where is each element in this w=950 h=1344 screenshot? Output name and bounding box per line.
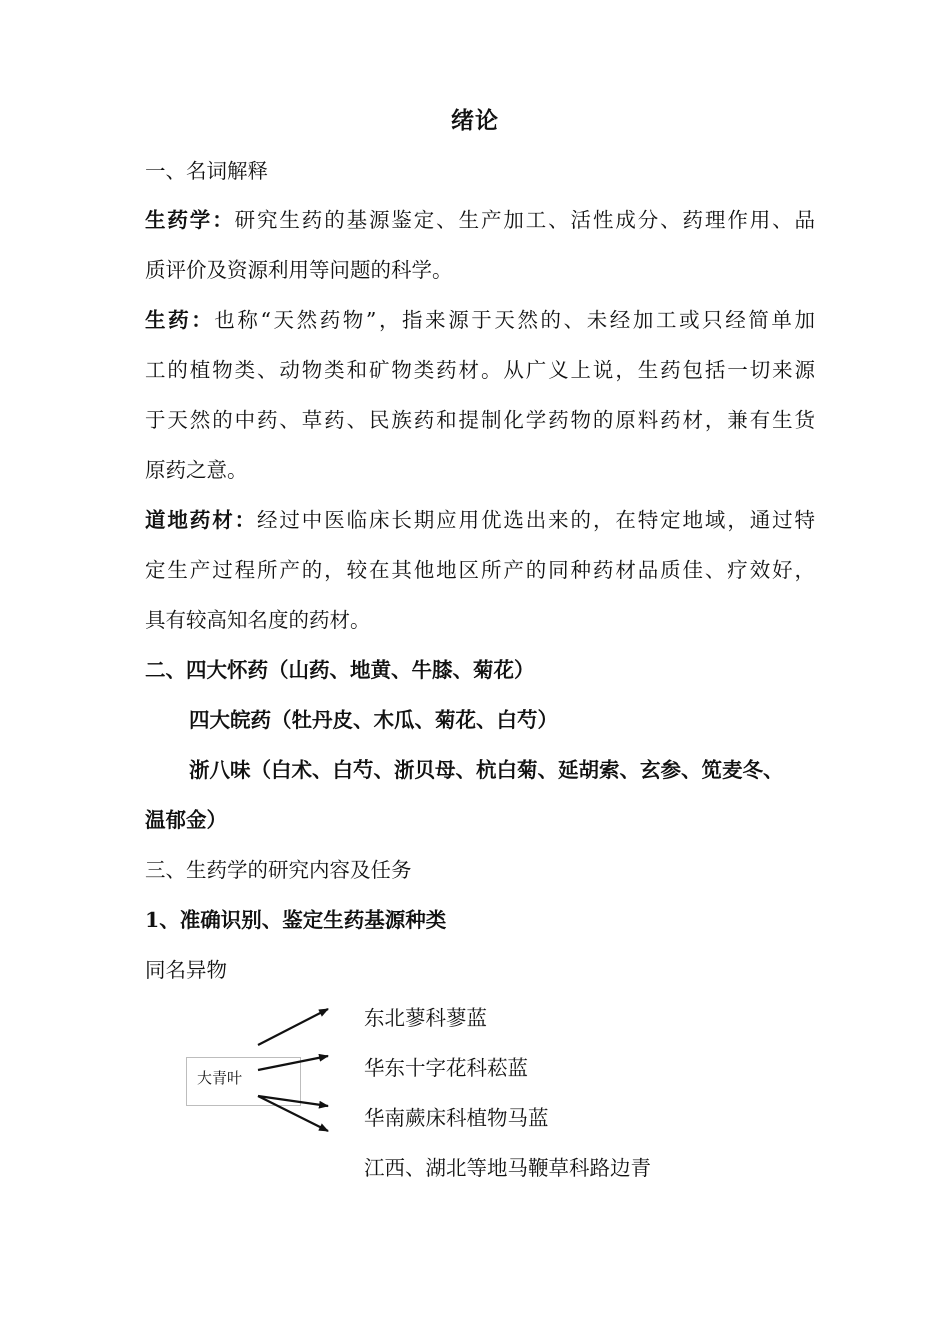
term-shengyao: 生药: [145, 308, 192, 332]
definition-daodi-line3: 具有较高知名度的药材。: [145, 608, 371, 632]
definition-shengyao-line4: 原药之意。: [145, 458, 248, 482]
diagram-target-1: 东北蓼科蓼蓝: [364, 1006, 487, 1030]
definition-shengyaoxue-line2: 质评价及资源利用等问题的科学。: [145, 258, 453, 282]
definition-shengyao-line3: 于天然的中药、草药、民族药和提制化学药物的原料药材，兼有生货: [145, 408, 815, 432]
section-four-huai-medicines: 二、四大怀药（山药、地黄、牛膝、菊花）: [145, 658, 535, 682]
term-shengyaoxue: 生药学: [145, 208, 213, 232]
definition-shengyao-line2: 工的植物类、动物类和矿物类药材。从广义上说，生药包括一切来源: [145, 358, 815, 382]
definition-text: 经过中医临床长期应用优选出来的，在特定地域，通过特: [257, 508, 816, 532]
term-colon: ：: [234, 508, 257, 532]
diagram-source-label: 大青叶: [197, 1069, 243, 1087]
page-title: 绪论: [451, 107, 499, 134]
term-daodi: 道地药材: [145, 508, 235, 532]
definition-text: 也称“天然药物”，指来源于天然的、未经加工或只经简单加: [214, 308, 816, 332]
definition-daodi-line2: 定生产过程所产的，较在其他地区所产的同种药材品质佳、疗效好，: [145, 558, 815, 582]
term-colon: ：: [191, 308, 215, 332]
section-heading-research: 三、生药学的研究内容及任务: [145, 858, 412, 882]
section-four-wan-medicines: 四大皖药（牡丹皮、木瓜、菊花、白芍）: [189, 708, 558, 732]
concept-same-name-different-origin: 同名异物: [145, 958, 227, 982]
diagram-target-2: 华东十字花科菘蓝: [364, 1056, 528, 1080]
section-zhe-eight-line1: 浙八味（白术、白芍、浙贝母、杭白菊、延胡索、玄参、笕麦冬、: [189, 758, 784, 782]
arrow-to-target-2: [258, 1056, 328, 1070]
section-heading-terms: 一、名词解释: [145, 159, 268, 183]
subsection-identification: 1、准确识别、鉴定生药基源种类: [145, 908, 447, 932]
diagram-target-4: 江西、湖北等地马鞭草科路边青: [364, 1156, 651, 1180]
section-zhe-eight-line2: 温郁金）: [145, 808, 227, 832]
term-colon: ：: [212, 208, 235, 232]
definition-text: 研究生药的基源鉴定、生产加工、活性成分、药理作用、品: [234, 208, 816, 232]
arrow-to-target-1: [258, 1009, 328, 1045]
diagram-target-3: 华南蕨床科植物马蓝: [364, 1106, 549, 1130]
